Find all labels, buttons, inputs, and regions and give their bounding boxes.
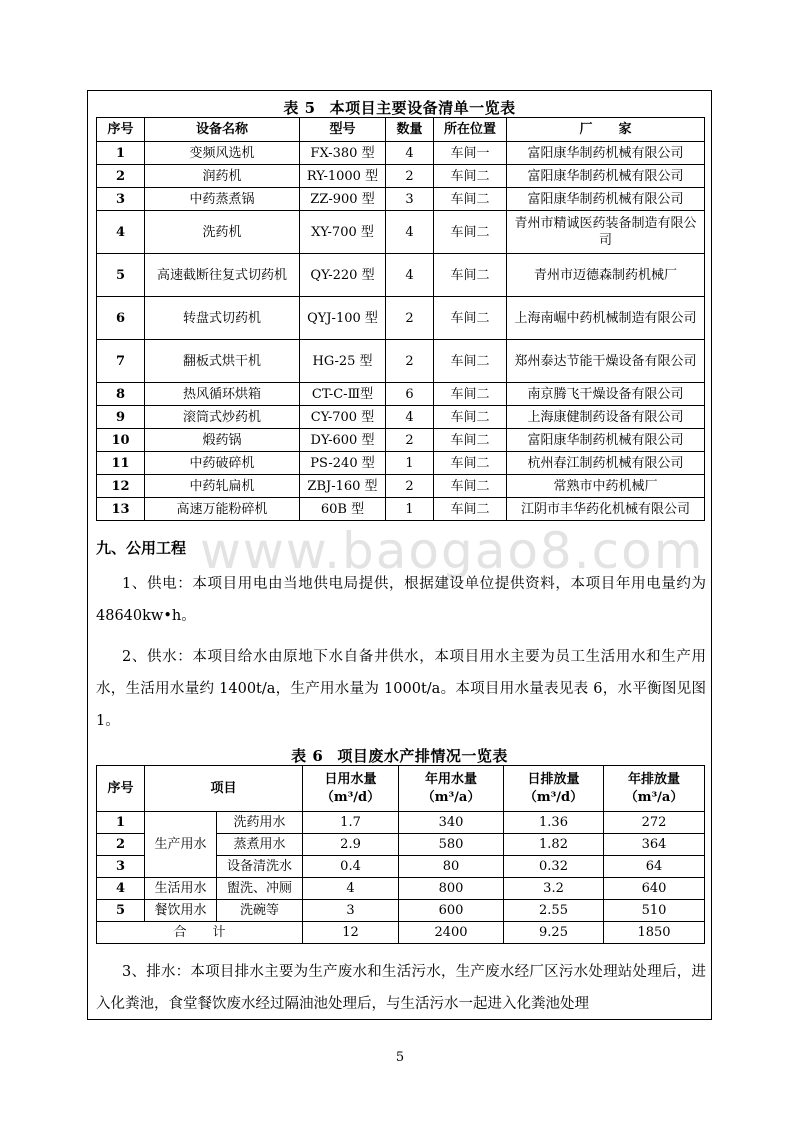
model: CT-C-Ⅲ型	[300, 383, 386, 406]
watermark: www.baogao8.com	[200, 522, 705, 580]
annual-discharge-value: 64	[604, 856, 705, 878]
annual-use-value: 80	[399, 856, 504, 878]
table-row	[97, 165, 705, 188]
total-daily-discharge: 9.25	[504, 922, 604, 944]
quantity: 4	[386, 406, 434, 429]
equipment-name: 变频风选机	[145, 142, 300, 165]
table-row	[97, 452, 705, 475]
table-row	[97, 812, 705, 834]
daily-discharge-value: 2.55	[504, 900, 604, 922]
equipment-name: 润药机	[145, 165, 300, 188]
row-no: 9	[97, 406, 145, 429]
manufacturer: 郑州泰达节能干燥设备有限公司	[507, 340, 705, 383]
row-no: 5	[97, 900, 145, 922]
table-row	[97, 900, 705, 922]
col-header-annual-use	[399, 766, 504, 812]
manufacturer: 南京腾飞干燥设备有限公司	[507, 383, 705, 406]
annual-discharge-value: 640	[604, 878, 705, 900]
location: 车间二	[434, 429, 507, 452]
group-label: 餐饮用水	[145, 900, 217, 922]
quantity: 2	[386, 297, 434, 340]
manufacturer: 富阳康华制药机械有限公司	[507, 165, 705, 188]
table-header-row	[97, 766, 705, 812]
quantity: 1	[386, 452, 434, 475]
manufacturer: 江阴市丰华药化机械有限公司	[507, 498, 705, 521]
total-daily-use: 12	[303, 922, 399, 944]
table-row	[97, 878, 705, 900]
daily-use-value: 4	[303, 878, 399, 900]
annual-use-value: 340	[399, 812, 504, 834]
row-no: 8	[97, 383, 145, 406]
col-header-daily-discharge	[504, 766, 604, 812]
paragraph-power-text: 1、供电：本项目用电由当地供电局提供，根据建设单位提供资料，本项目年用电量约为 48640kw•h。	[96, 576, 706, 624]
equipment-name: 滚筒式炒药机	[145, 406, 300, 429]
group-production-water: 生产用水	[145, 812, 217, 878]
equipment-name: 高速万能粉碎机	[145, 498, 300, 521]
table-row	[97, 211, 705, 254]
manufacturer: 富阳康华制药机械有限公司	[507, 188, 705, 211]
annual-use-value: 800	[399, 878, 504, 900]
equipment-name: 中药破碎机	[145, 452, 300, 475]
table-row	[97, 406, 705, 429]
location: 车间二	[434, 165, 507, 188]
col-header-name: 设备名称	[145, 118, 300, 142]
equipment-table	[96, 117, 705, 521]
row-no: 5	[97, 254, 145, 297]
location: 车间一	[434, 142, 507, 165]
equipment-name: 热风循环烘箱	[145, 383, 300, 406]
table-header-row	[97, 118, 705, 142]
annual-use-unit: （m³/a）	[421, 789, 481, 805]
table-row	[97, 429, 705, 452]
table-row	[97, 340, 705, 383]
manufacturer: 青州市迈德森制药机械厂	[507, 254, 705, 297]
model: RY-1000 型	[300, 165, 386, 188]
equipment-name: 中药轧扁机	[145, 475, 300, 498]
annual-discharge-value: 272	[604, 812, 705, 834]
equipment-table-body	[97, 142, 705, 521]
paragraph-drainage-text: 3、排水：本项目排水主要为生产废水和生活污水，生产废水经厂区污水处理站处理后，进入化粪池，食堂餐饮废水经过隔油池处理后，与生活污水一起进入化粪池处理	[96, 964, 706, 1012]
location: 车间二	[434, 475, 507, 498]
manufacturer: 上海南崛中药机械制造有限公司	[507, 297, 705, 340]
sub-item: 洗碗等	[217, 900, 303, 922]
quantity: 3	[386, 188, 434, 211]
manufacturer: 青州市精诚医药装备制造有限公司	[507, 211, 705, 254]
total-annual-discharge: 1850	[604, 922, 705, 944]
equipment-name: 翻板式烘干机	[145, 340, 300, 383]
equipment-name: 中药蒸煮锅	[145, 188, 300, 211]
row-no: 10	[97, 429, 145, 452]
daily-use-value: 2.9	[303, 834, 399, 856]
model: QYJ-100 型	[300, 297, 386, 340]
row-no: 4	[97, 878, 145, 900]
sub-item: 洗药用水	[217, 812, 303, 834]
quantity: 4	[386, 254, 434, 297]
col-header-annual-discharge	[604, 766, 705, 812]
total-label: 合 计	[97, 922, 303, 944]
col-header-no: 序号	[97, 118, 145, 142]
model: XY-700 型	[300, 211, 386, 254]
row-no: 13	[97, 498, 145, 521]
manufacturer: 常熟市中药机械厂	[507, 475, 705, 498]
table-row	[97, 383, 705, 406]
location: 车间二	[434, 340, 507, 383]
model: 60B 型	[300, 498, 386, 521]
col-header-daily-use	[303, 766, 399, 812]
location: 车间二	[434, 452, 507, 475]
row-no: 3	[97, 188, 145, 211]
table6-caption-title: 项目废水产排情况一览表	[337, 747, 508, 765]
row-no: 6	[97, 297, 145, 340]
row-no: 1	[97, 142, 145, 165]
location: 车间二	[434, 498, 507, 521]
manufacturer: 富阳康华制药机械有限公司	[507, 429, 705, 452]
quantity: 6	[386, 383, 434, 406]
location: 车间二	[434, 297, 507, 340]
table5-caption-number: 表 5	[283, 99, 316, 117]
section-title: 九、公用工程	[96, 539, 187, 557]
daily-use-value: 1.7	[303, 812, 399, 834]
total-annual-use: 2400	[399, 922, 504, 944]
model: QY-220 型	[300, 254, 386, 297]
paragraph-power	[96, 568, 706, 632]
annual-discharge-value: 364	[604, 834, 705, 856]
wastewater-table	[96, 765, 705, 944]
model: FX-380 型	[300, 142, 386, 165]
model: DY-600 型	[300, 429, 386, 452]
table6-caption-number: 表 6	[291, 747, 324, 765]
sub-item: 设备清洗水	[217, 856, 303, 878]
paragraph-water-supply-text: 2、供水：本项目给水由原地下水自备井供水，本项目用水主要为员工生活用水和生产用水，生活用水量约 1400t/a，生产用水量为 1000t/a。本项目用水量表见表 6，水平衡图见图 1。	[96, 649, 706, 729]
annual-use-value: 580	[399, 834, 504, 856]
group-label: 生活用水	[145, 878, 217, 900]
page-number: 5	[395, 1050, 405, 1065]
row-no: 7	[97, 340, 145, 383]
quantity: 2	[386, 475, 434, 498]
daily-discharge-value: 1.82	[504, 834, 604, 856]
daily-use-value: 0.4	[303, 856, 399, 878]
quantity: 2	[386, 340, 434, 383]
manufacturer: 上海康健制药设备有限公司	[507, 406, 705, 429]
daily-discharge-label: 日排放量	[527, 771, 580, 787]
quantity: 4	[386, 211, 434, 254]
quantity: 2	[386, 165, 434, 188]
daily-discharge-value: 3.2	[504, 878, 604, 900]
manufacturer: 杭州春江制药机械有限公司	[507, 452, 705, 475]
model: ZZ-900 型	[300, 188, 386, 211]
table-row	[97, 188, 705, 211]
table5-caption	[87, 97, 712, 118]
sub-item: 蒸煮用水	[217, 834, 303, 856]
model: ZBJ-160 型	[300, 475, 386, 498]
equipment-name: 洗药机	[145, 211, 300, 254]
annual-use-value: 600	[399, 900, 504, 922]
row-no: 4	[97, 211, 145, 254]
col-header-item: 项目	[145, 766, 303, 812]
daily-discharge-value: 1.36	[504, 812, 604, 834]
row-no: 12	[97, 475, 145, 498]
col-header-manufacturer: 厂 家	[507, 118, 705, 142]
model: CY-700 型	[300, 406, 386, 429]
daily-use-label: 日用水量	[324, 771, 377, 787]
row-no: 3	[97, 856, 145, 878]
paragraph-water-supply	[96, 641, 706, 737]
total-row	[97, 922, 705, 944]
location: 车间二	[434, 254, 507, 297]
equipment-name: 煅药锅	[145, 429, 300, 452]
annual-discharge-value: 510	[604, 900, 705, 922]
table-row	[97, 142, 705, 165]
daily-use-unit: （m³/d）	[320, 789, 381, 805]
annual-discharge-unit: （m³/a）	[624, 789, 684, 805]
col-header-model: 型号	[300, 118, 386, 142]
quantity: 1	[386, 498, 434, 521]
sub-item: 盥洗、冲厕	[217, 878, 303, 900]
row-no: 11	[97, 452, 145, 475]
col-header-no: 序号	[97, 766, 145, 812]
model: HG-25 型	[300, 340, 386, 383]
manufacturer: 富阳康华制药机械有限公司	[507, 142, 705, 165]
location: 车间二	[434, 211, 507, 254]
daily-use-value: 3	[303, 900, 399, 922]
table-row	[97, 254, 705, 297]
equipment-name: 转盘式切药机	[145, 297, 300, 340]
annual-use-label: 年用水量	[425, 771, 478, 787]
annual-discharge-label: 年排放量	[628, 771, 681, 787]
table-row	[97, 297, 705, 340]
row-no: 2	[97, 834, 145, 856]
table5-caption-title: 本项目主要设备清单一览表	[329, 99, 516, 117]
equipment-name: 高速截断往复式切药机	[145, 254, 300, 297]
paragraph-drainage	[96, 956, 706, 1020]
table6-caption	[87, 745, 712, 766]
model: PS-240 型	[300, 452, 386, 475]
location: 车间二	[434, 188, 507, 211]
row-no: 1	[97, 812, 145, 834]
location: 车间二	[434, 406, 507, 429]
table-row	[97, 498, 705, 521]
location: 车间二	[434, 383, 507, 406]
row-no: 2	[97, 165, 145, 188]
daily-discharge-unit: （m³/d）	[523, 789, 584, 805]
table-row	[97, 475, 705, 498]
quantity: 4	[386, 142, 434, 165]
col-header-qty: 数量	[386, 118, 434, 142]
col-header-location: 所在位置	[434, 118, 507, 142]
daily-discharge-value: 0.32	[504, 856, 604, 878]
quantity: 2	[386, 429, 434, 452]
